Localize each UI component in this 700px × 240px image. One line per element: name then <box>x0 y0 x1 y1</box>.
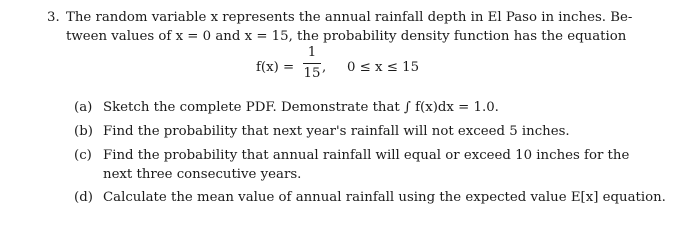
fraction-bar <box>303 63 321 64</box>
problem-stem-line-2: tween values of x = 0 and x = 15, the probability density function has the equation <box>66 29 627 44</box>
fraction-denominator: 15 <box>303 66 321 81</box>
part-d-label: (d) <box>74 190 93 205</box>
equation-fraction <box>303 44 321 83</box>
part-a-label: (a) <box>74 100 93 115</box>
part-b-text: Find the probability that next year's rainfall will not exceed 5 inches. <box>103 124 570 139</box>
problem-stem-line-1: The random variable x represents the annual rainfall depth in El Paso in inches. Be- <box>66 10 633 25</box>
part-a-text: Sketch the complete PDF. Demonstrate that ∫ f(x)dx = 1.0. <box>103 100 499 115</box>
fraction-numerator: 1 <box>307 45 317 60</box>
part-c-label: (c) <box>74 148 92 163</box>
part-d-text: Calculate the mean value of annual rainfall using the expected value E[x] equation. <box>103 190 666 205</box>
part-c-text: Find the probability that annual rainfall will equal or exceed 10 inches for the <box>103 148 630 163</box>
part-b-label: (b) <box>74 124 93 139</box>
part-c-text-line-2: next three consecutive years. <box>103 167 302 182</box>
equation-lhs: f(x) = <box>256 60 295 75</box>
problem-number: 3. <box>47 10 60 25</box>
equation-separator: , <box>322 60 327 75</box>
equation-domain: 0 ≤ x ≤ 15 <box>347 60 420 75</box>
